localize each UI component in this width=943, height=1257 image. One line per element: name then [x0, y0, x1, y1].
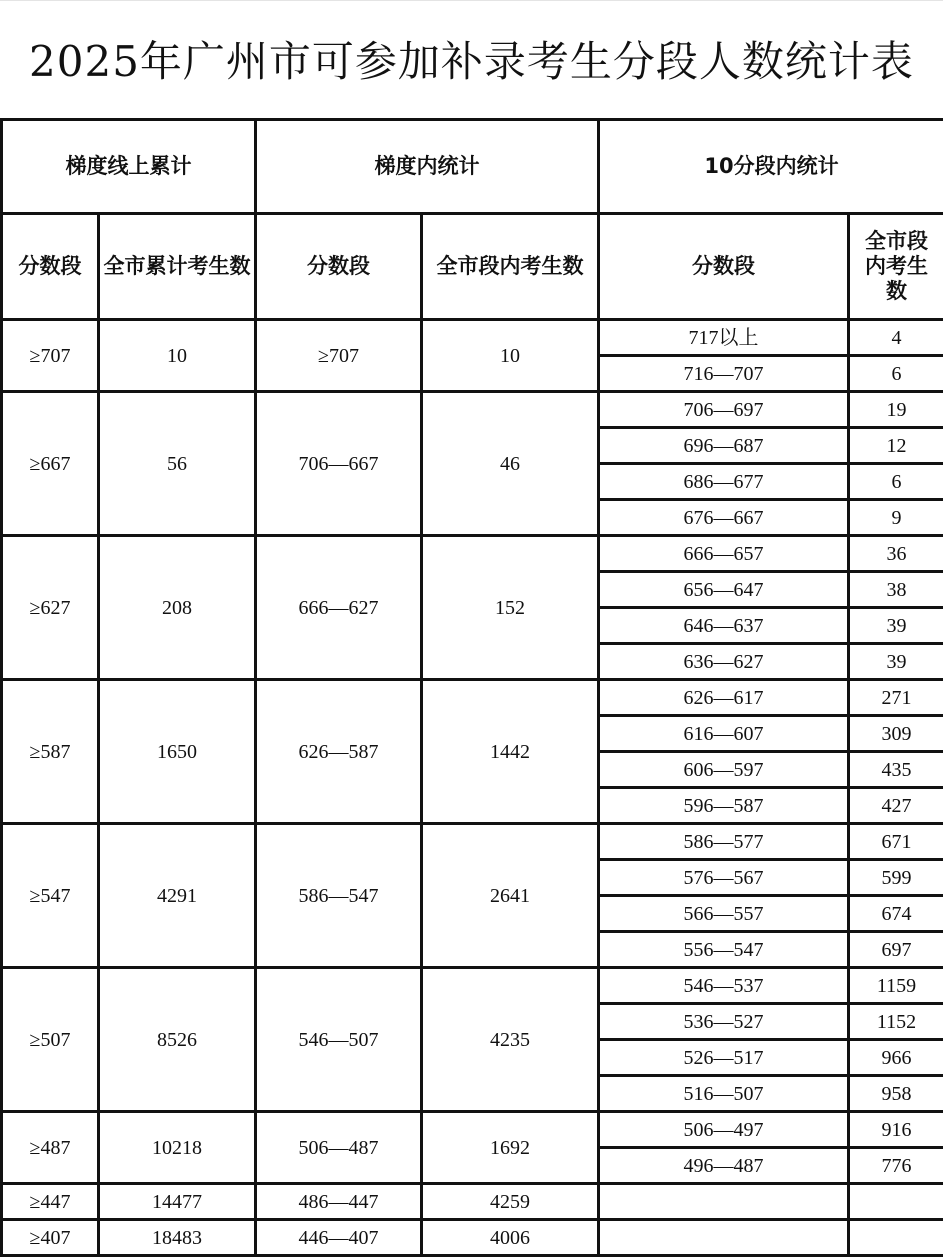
threshold-cell: ≥507 — [2, 968, 99, 1112]
band-range-cell: 717以上 — [599, 320, 849, 356]
band-range-cell — [599, 1220, 849, 1256]
threshold-cell: ≥707 — [2, 320, 99, 392]
band-count-cell: 39 — [849, 644, 943, 680]
band-count-cell: 1152 — [849, 1004, 943, 1040]
gradient-range-cell: 586—547 — [256, 824, 422, 968]
band-count-cell: 1159 — [849, 968, 943, 1004]
band-count-cell: 9 — [849, 500, 943, 536]
page-title: 2025年广州市可参加补录考生分段人数统计表 — [29, 29, 914, 89]
band-range-cell: 516—507 — [599, 1076, 849, 1112]
threshold-cell: ≥407 — [2, 1220, 99, 1256]
gradient-range-cell: 666—627 — [256, 536, 422, 680]
band-range-cell: 566—557 — [599, 896, 849, 932]
header-score-band-3: 分数段 — [599, 214, 849, 320]
band-range-cell — [599, 1184, 849, 1220]
gradient-count-cell: 46 — [422, 392, 599, 536]
cumulative-cell: 10 — [99, 320, 256, 392]
table-body — [2, 120, 943, 1256]
band-range-cell: 536—527 — [599, 1004, 849, 1040]
score-table — [0, 118, 943, 1257]
threshold-cell: ≥487 — [2, 1112, 99, 1184]
gradient-count-cell: 2641 — [422, 824, 599, 968]
cumulative-cell: 208 — [99, 536, 256, 680]
header-city-cumulative: 全市累计考生数 — [99, 214, 256, 320]
band-count-cell: 6 — [849, 356, 943, 392]
gradient-range-cell: 626—587 — [256, 680, 422, 824]
header-city-in-band-2: 全市段内考生数 — [849, 214, 943, 320]
gradient-count-cell: 4259 — [422, 1184, 599, 1220]
band-count-cell: 38 — [849, 572, 943, 608]
table-row — [2, 680, 943, 716]
table-row — [2, 1112, 943, 1148]
table-row — [2, 824, 943, 860]
band-range-cell: 596—587 — [599, 788, 849, 824]
cumulative-cell: 14477 — [99, 1184, 256, 1220]
gradient-range-cell: 546—507 — [256, 968, 422, 1112]
band-range-cell: 546—537 — [599, 968, 849, 1004]
gradient-count-cell: 10 — [422, 320, 599, 392]
threshold-cell: ≥447 — [2, 1184, 99, 1220]
band-count-cell: 697 — [849, 932, 943, 968]
header-city-in-band: 全市段内考生数 — [422, 214, 599, 320]
header-group-cumulative: 梯度线上累计 — [2, 120, 256, 214]
band-range-cell: 506—497 — [599, 1112, 849, 1148]
band-range-cell: 586—577 — [599, 824, 849, 860]
table-row — [2, 1184, 943, 1220]
table-row — [2, 968, 943, 1004]
threshold-cell: ≥667 — [2, 392, 99, 536]
band-count-cell: 916 — [849, 1112, 943, 1148]
gradient-range-cell: 486—447 — [256, 1184, 422, 1220]
gradient-range-cell: 446—407 — [256, 1220, 422, 1256]
table-row — [2, 392, 943, 428]
band-count-cell: 19 — [849, 392, 943, 428]
band-count-cell: 309 — [849, 716, 943, 752]
band-count-cell: 674 — [849, 896, 943, 932]
cumulative-cell: 56 — [99, 392, 256, 536]
band-range-cell: 626—617 — [599, 680, 849, 716]
band-range-cell: 526—517 — [599, 1040, 849, 1076]
band-range-cell: 696—687 — [599, 428, 849, 464]
table-row — [2, 1220, 943, 1256]
band-range-cell: 706—697 — [599, 392, 849, 428]
table-row — [2, 536, 943, 572]
header-group-gradient: 梯度内统计 — [256, 120, 599, 214]
band-count-cell: 271 — [849, 680, 943, 716]
band-range-cell: 606—597 — [599, 752, 849, 788]
header-score-band: 分数段 — [2, 214, 99, 320]
threshold-cell: ≥587 — [2, 680, 99, 824]
band-range-cell: 686—677 — [599, 464, 849, 500]
gradient-count-cell: 1692 — [422, 1112, 599, 1184]
header-group-ten: 10分段内统计 — [599, 120, 943, 214]
band-range-cell: 656—647 — [599, 572, 849, 608]
header-row-groups — [2, 120, 943, 214]
band-count-cell: 435 — [849, 752, 943, 788]
band-count-cell: 12 — [849, 428, 943, 464]
table-row — [2, 320, 943, 356]
band-count-cell: 39 — [849, 608, 943, 644]
cumulative-cell: 10218 — [99, 1112, 256, 1184]
threshold-cell: ≥627 — [2, 536, 99, 680]
gradient-count-cell: 1442 — [422, 680, 599, 824]
band-range-cell: 636—627 — [599, 644, 849, 680]
band-range-cell: 646—637 — [599, 608, 849, 644]
band-count-cell: 36 — [849, 536, 943, 572]
cumulative-cell: 1650 — [99, 680, 256, 824]
gradient-count-cell: 4006 — [422, 1220, 599, 1256]
band-count-cell: 966 — [849, 1040, 943, 1076]
band-count-cell — [849, 1220, 943, 1256]
band-range-cell: 666—657 — [599, 536, 849, 572]
band-count-cell: 6 — [849, 464, 943, 500]
band-count-cell: 958 — [849, 1076, 943, 1112]
threshold-cell: ≥547 — [2, 824, 99, 968]
band-count-cell: 599 — [849, 860, 943, 896]
gradient-count-cell: 152 — [422, 536, 599, 680]
gradient-count-cell: 4235 — [422, 968, 599, 1112]
band-range-cell: 556—547 — [599, 932, 849, 968]
band-count-cell: 671 — [849, 824, 943, 860]
cumulative-cell: 8526 — [99, 968, 256, 1112]
band-range-cell: 496—487 — [599, 1148, 849, 1184]
band-count-cell — [849, 1184, 943, 1220]
band-count-cell: 4 — [849, 320, 943, 356]
band-count-cell: 776 — [849, 1148, 943, 1184]
header-row-columns — [2, 214, 943, 320]
band-range-cell: 676—667 — [599, 500, 849, 536]
header-score-band-2: 分数段 — [256, 214, 422, 320]
band-count-cell: 427 — [849, 788, 943, 824]
gradient-range-cell: 506—487 — [256, 1112, 422, 1184]
title-box — [0, 0, 943, 117]
gradient-range-cell: ≥707 — [256, 320, 422, 392]
band-range-cell: 616—607 — [599, 716, 849, 752]
band-range-cell: 576—567 — [599, 860, 849, 896]
band-range-cell: 716—707 — [599, 356, 849, 392]
cumulative-cell: 18483 — [99, 1220, 256, 1256]
gradient-range-cell: 706—667 — [256, 392, 422, 536]
cumulative-cell: 4291 — [99, 824, 256, 968]
